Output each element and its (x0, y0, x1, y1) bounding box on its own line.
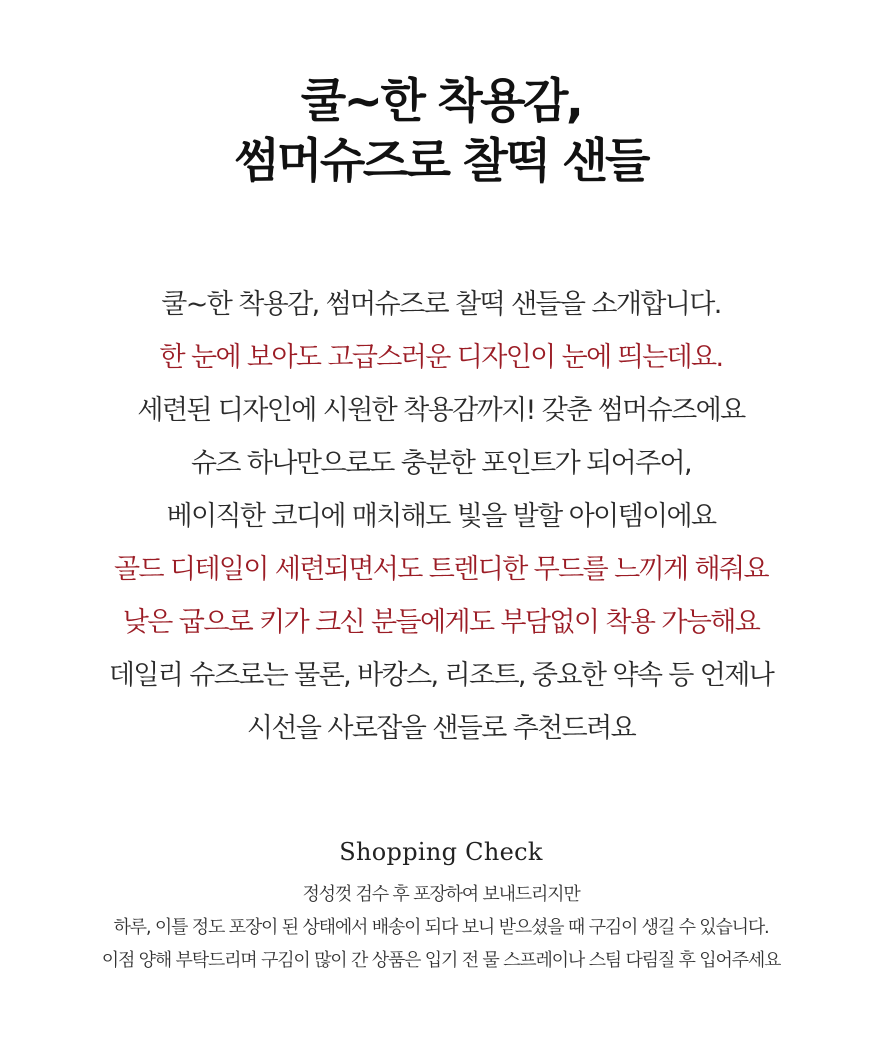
shopping-check-notice (0, 878, 882, 977)
intro-line: 세련된 디자인에 시원한 착용감까지! 갖춘 썸머슈즈에요 (137, 395, 745, 426)
headline (0, 72, 882, 192)
intro-line-highlight: 낮은 굽으로 키가 크신 분들에게도 부담없이 착용 가능해요 (122, 607, 760, 638)
intro-line-highlight: 한 눈에 보아도 고급스러운 디자인이 눈에 띄는데요. (159, 342, 723, 373)
shopping-check-line: 이점 양해 부탁드리며 구김이 많이 간 상품은 입기 전 물 스프레이나 스팀 다림질 후 입어주세요 (101, 950, 781, 971)
shopping-check-line: 정성껏 검수 후 포장하여 보내드리지만 (302, 884, 580, 905)
intro-line: 베이직한 코디에 매치해도 빛을 발할 아이템이에요 (166, 501, 716, 532)
intro-line-highlight: 골드 디테일이 세련되면서도 트렌디한 무드를 느끼게 해줘요 (114, 554, 768, 585)
headline-line-1: 쿨~한 착용감, (300, 74, 582, 129)
shopping-check-line: 하루, 이틀 정도 포장이 된 상태에서 배송이 되다 보니 받으셨을 때 구김이 생길 수 있습니다. (113, 917, 769, 938)
headline-line-2: 썸머슈즈로 찰떡 샌들 (234, 134, 648, 189)
intro-line: 시선을 사로잡을 샌들로 추천드려요 (246, 713, 636, 744)
shopping-check-title: Shopping Check (339, 838, 543, 866)
intro-description (0, 278, 882, 755)
intro-line: 쿨~한 착용감, 썸머슈즈로 찰떡 샌들을 소개합니다. (161, 289, 721, 320)
intro-line: 슈즈 하나만으로도 충분한 포인트가 되어주어, (190, 448, 692, 479)
intro-line: 데일리 슈즈로는 물론, 바캉스, 리조트, 중요한 약속 등 언제나 (108, 660, 774, 691)
